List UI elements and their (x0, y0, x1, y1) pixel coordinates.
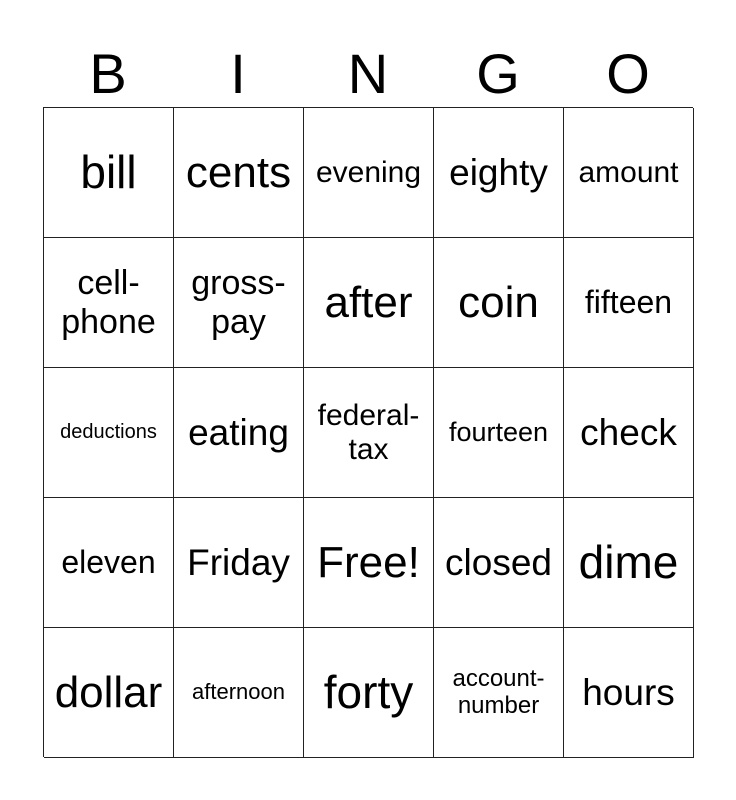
cell-word: evening (315, 155, 422, 189)
bingo-cell[interactable] (44, 368, 174, 498)
bingo-cell[interactable] (44, 108, 174, 238)
header-letter-o: O (606, 42, 650, 105)
bingo-board (43, 107, 693, 757)
cell-word: account- number (452, 664, 545, 719)
bingo-cell[interactable] (174, 498, 304, 628)
cell-word: fifteen (584, 283, 673, 320)
cell-word: federal- tax (317, 398, 420, 466)
bingo-header (43, 40, 693, 108)
cell-word: after (324, 277, 413, 327)
bingo-cell[interactable] (434, 628, 564, 758)
bingo-cell[interactable] (174, 628, 304, 758)
bingo-cell[interactable] (434, 368, 564, 498)
cell-word: afternoon (192, 679, 285, 705)
bingo-cell[interactable] (564, 628, 694, 758)
header-letter-g: G (476, 42, 520, 105)
free-space-label: Free! (317, 537, 420, 587)
cell-word: coin (458, 277, 539, 327)
bingo-cell[interactable] (174, 368, 304, 498)
bingo-cell[interactable] (434, 238, 564, 368)
header-letter-i: I (230, 42, 246, 105)
cell-word: cents (185, 147, 292, 197)
header-letter-n: N (347, 42, 389, 105)
cell-word: deductions (60, 421, 157, 444)
cell-word: eighty (449, 151, 548, 193)
cell-word: eleven (61, 543, 156, 580)
cell-word: check (580, 411, 677, 453)
header-letter-b: B (89, 42, 127, 105)
bingo-cell[interactable] (304, 108, 434, 238)
cell-word: bill (80, 145, 137, 198)
bingo-cell[interactable] (564, 238, 694, 368)
bingo-cell[interactable] (434, 108, 564, 238)
bingo-cell[interactable] (434, 498, 564, 628)
bingo-cell[interactable] (304, 628, 434, 758)
cell-word: hours (582, 671, 675, 713)
bingo-cell[interactable] (564, 108, 694, 238)
cell-word: eating (188, 411, 289, 453)
free-space-cell[interactable] (304, 498, 434, 628)
cell-word: Friday (187, 541, 290, 583)
bingo-cell[interactable] (44, 238, 174, 368)
bingo-cell[interactable] (174, 108, 304, 238)
cell-word: dime (578, 535, 679, 588)
bingo-cell[interactable] (44, 628, 174, 758)
bingo-cell[interactable] (44, 498, 174, 628)
bingo-cell[interactable] (564, 498, 694, 628)
bingo-cell[interactable] (174, 238, 304, 368)
cell-word: gross- pay (191, 264, 286, 341)
cell-word: forty (323, 665, 414, 718)
bingo-cell[interactable] (564, 368, 694, 498)
cell-word: amount (578, 155, 679, 189)
cell-word: cell- phone (61, 264, 156, 341)
bingo-cell[interactable] (304, 368, 434, 498)
cell-word: fourteen (448, 417, 549, 448)
cell-word: dollar (54, 667, 163, 717)
cell-word: closed (445, 541, 552, 583)
bingo-cell[interactable] (304, 238, 434, 368)
